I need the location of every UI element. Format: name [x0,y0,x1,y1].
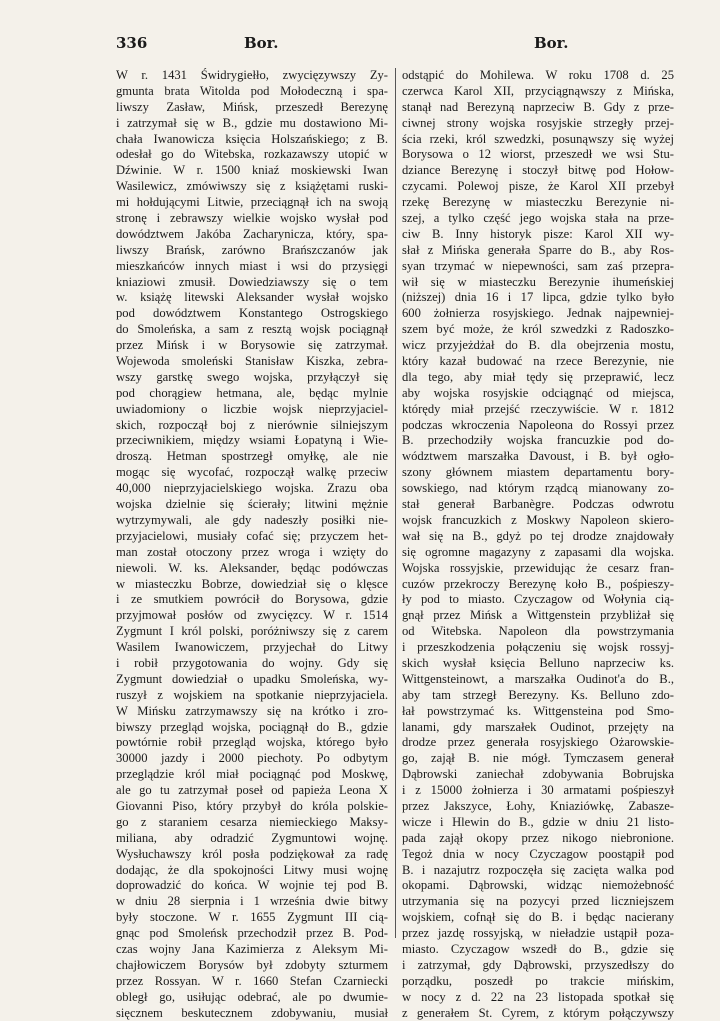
text-line: W r. 1431 Świdrygiełło, zwycięzywszy Zy- [116,68,388,82]
text-line: Wojska rossyjskie, przewidując że cesarz fran- [402,560,674,575]
text-line: mi hołdującymi Litwie, przeciągnął ich na swoją [116,195,388,210]
text-line: uwiadomiony o liczbie wojsk nieprzyjaciel- [116,401,388,416]
text-line: ruszył z wojskiem na spotkanie nieprzyjaciela. [116,687,388,702]
text-line: Zygmunt I król polski, poróżniwszy się z carem [116,624,388,639]
text-line: go, zajął B. nie mógł. Tymczasem generał [402,751,674,766]
text-line: słał z Mińska generała Sparre do B., aby Ros- [402,242,674,257]
text-line: skich wysłał księcia Belluno naprzeciw ks. [402,655,674,670]
text-line: w dniu 28 sierpnia i 1 września dwie bitwy [116,894,388,909]
column-divider [395,68,396,938]
text-line: ale go tu zatrzymał poseł od papieża Leona X [116,783,388,798]
text-line: od Witebska. Napoleon dla powstrzymania [402,624,674,639]
text-line: pod dowództwem Konstantego Ostrogskiego [116,306,388,321]
text-line: ciwnej strony wojska rosyjskie strzegły przej- [402,115,674,130]
text-line: B. przechodziły wojska francuzkie pod do- [402,433,674,448]
text-line: aby wojska rosyjskie odciągnąć od miejsca, [402,385,674,400]
right-running-head: Bor. [534,34,569,52]
text-line: się ogromne magazyny z zapasami dla wojska. [402,544,674,559]
text-line: lanami, gdy marszałek Oudinot, przejęty na [402,719,674,734]
text-line: cuzów przekroczy Berezynę koło B., pośpieszy- [402,576,674,591]
text-line: doprowadzić do końca. W wojnie tej pod B. [116,878,388,893]
text-line: man został otoczony przez wroga i wzięty do [116,544,388,559]
text-line: w. książę litewski Aleksander wysłał wojsko [116,290,388,305]
text-line: którędy miał przejść rzeczywiście. W r. 1812 [402,401,674,416]
text-line: 600 żołnierza rosyjskiego. Jednak najpewniej- [402,306,674,321]
text-line: 40,000 nieprzyjacielskiego wojska. Zrazu oba [116,481,388,496]
text-line: liwszy Zasław, Mińsk, przeszedł Berezynę [116,99,388,114]
text-line: chała Iwanowicza księcia Holszańskiego; z B. [116,131,388,146]
text-line: kniaziowi zmusił. Dowiedziawszy się o tem [116,274,388,289]
text-line: przez jazdę rossyjską, w nieładzie ustąpił poza- [402,926,674,941]
text-line: dodając, że dla spokojności Litwy musi wojnę [116,862,388,877]
text-line: Wojewoda smoleński Stanisław Kiszka, zebra- [116,354,388,369]
page-header [116,34,696,56]
text-line: były stoczone. W r. 1655 Zygmunt III cią- [116,910,388,925]
text-line: czycami. Polewoj pisze, że Karol XII przebył [402,179,674,194]
text-line: sięcznem beskutecznem zdobywaniu, musiał [116,1005,388,1020]
text-line: przeglądzie król miał pociągnąć pod Moskwę, [116,767,388,782]
text-line: B. i nazajutrz rozpoczęła się zacięta walka pod [402,862,674,877]
text-line: odstąpić do Mohilewa. W roku 1708 d. 25 [402,68,674,82]
text-line: dowództwem Jakóba Zacharynicza, który, spa- [116,226,388,241]
text-line: mogąc się wycofać, rozpoczął walkę przeciw [116,465,388,480]
text-line: sowskiego, nad którym rządcą mianowany zo- [402,481,674,496]
text-line: w nocy z d. 22 na 23 listopada spotkał się [402,989,674,1004]
text-line: wicz przyjeżdżał do B. dla obejrzenia mostu, [402,338,674,353]
right-text-column [402,68,674,1021]
page-number: 336 [116,34,148,52]
text-line: okopami. Dąbrowski, widząc niemożebność [402,878,674,893]
text-line: liwszy Brańsk, zarówno Brańszczanów jak [116,242,388,257]
text-line: Borysowa o 12 wiorst, przeszedł we wsi Stu- [402,147,674,162]
left-text-column [116,68,388,1021]
text-line: Wasilewicz, zmówiwszy się z książętami ruski- [116,179,388,194]
text-line: szem być może, że król szwedzki z Radoszko- [402,322,674,337]
text-line: łał powstrzymać ks. Wittgensteina pod Smo- [402,703,674,718]
text-line: niewoli. W. ks. Aleksander, będąc podówczas [116,560,388,575]
text-line: ły pod to miasto. Czyczagow od Wołynia cią- [402,592,674,607]
text-line: wojskiem, cofnął się do B. i będąc nacierany [402,910,674,925]
text-line: stanął nad Berezyną naprzeciw B. Gdy z prze- [402,99,674,114]
text-line: mieszkańców innych miast i wsi do przysięgi [116,258,388,273]
text-line: Wittgensteinowt, a marszałka Oudinot'a do B., [402,671,674,686]
text-line: gmunta brata Witolda pod Mołodeczną i spa- [116,83,388,98]
text-line: wództwem marszałka Davoust, i B. był ogło- [402,449,674,464]
text-line: Wasilem Iwanowiczem, przyjechał do Litwy [116,640,388,655]
text-line: 30000 jazdy i 2000 piechoty. Po odbytym [116,751,388,766]
text-line: stronę i zebrawszy wielkie wojsko wysłał pod [116,211,388,226]
text-line: miasto. Czyczagow wszedł do B., gdzie się [402,941,674,956]
text-line: do Smoleńska, a sam z resztą wojsk pociągnął [116,322,388,337]
text-line: w miasteczku Bobrze, dowiedział się o klęsce [116,576,388,591]
text-line: miliana, aby odradzić Zygmuntowi wojnę. [116,830,388,845]
text-line: porządku, poszedł po trakcie mińskim, [402,973,674,988]
text-line: dla tego, aby miał tędy się przeprawić, lecz [402,369,674,384]
text-line: przez Mińsk i w Borysowie się zatrzymał. [116,338,388,353]
text-line: (niższej) dnia 16 i 17 lipca, gdzie tylko było [402,290,674,305]
text-line: Zygmunt dowiedział o upadku Smoleńska, wy- [116,671,388,686]
text-line: ścia rzeki, król szwedzki, posunąwszy się wyżej [402,131,674,146]
text-line: pod chorągiew hetmana, ale, będąc mylnie [116,385,388,400]
text-line: wojsk francuzkich z Moskwy Napoleon skiero- [402,512,674,527]
text-line: droszą. Hetman spostrzegł omyłkę, ale nie [116,449,388,464]
text-line: przez Rossyan. W r. 1660 Stefan Czarniecki [116,973,388,988]
text-line: wicze i Hlewin do B., gdzie w dniu 21 listo- [402,814,674,829]
text-line: aby tam strzegł Berezyny. Ks. Belluno zdo- [402,687,674,702]
text-line: przeciwnikiem, między wsiami Łopatyną i Wie- [116,433,388,448]
text-line: rzekę Berezynę w miasteczku Berezynie ni- [402,195,674,210]
text-line: Giovanni Piso, który przybył do króla polskie- [116,798,388,813]
text-line: ciw B. Inny historyk pisze: Karol XII wy- [402,226,674,241]
text-line: gnął przez Mińsk a Wittgenstein przybliżał się [402,608,674,623]
text-line: dziance Berezynę i stoczył bitwę pod Hołow- [402,163,674,178]
text-line: i z 15000 żołnierza i 30 armatami pośpieszył [402,783,674,798]
text-line: biwszy przegląd wojska, pociągnął do B., gdzie [116,719,388,734]
left-running-head: Bor. [244,34,279,52]
text-line: przyjmował posłów od zwycięzcy. W r. 1514 [116,608,388,623]
text-line: skich, rozpoczął boj z nierównie silniejszym [116,417,388,432]
text-line: W Mińsku zatrzymawszy się na krótko i zro- [116,703,388,718]
text-line: obległ go, usiłując odebrać, ale po dwumie- [116,989,388,1004]
text-line: czerwca Karol XII, przyciągnąwszy z Mińska, [402,83,674,98]
text-line: przyjacielowi, musiały cofać się; przyczem het- [116,528,388,543]
text-line: wszy garstkę swego wojska, przyłączył się [116,369,388,384]
text-line: i ze smutkiem powrócił do Borysowa, gdzie [116,592,388,607]
text-line: Dąbrowski zaniechał zdobywania Bobrujska [402,767,674,782]
text-line: przez Jakszyce, Łohy, Kniaziówkę, Zabasze- [402,798,674,813]
text-line: z generałem St. Cyrem, z którym połączywszy [402,1005,674,1020]
text-line: czas wojny Jana Kazimierza z Aleksym Mi- [116,941,388,956]
text-line: i robił przygotowania do wojny. Gdy się [116,655,388,670]
text-line: go z staraniem cesarza niemieckiego Maksy- [116,814,388,829]
text-line: chajłowiczem Borysów był zdobyty szturmem [116,957,388,972]
text-line: stał generał Barbanègre. Podczas odwrotu [402,497,674,512]
text-line: odesłał go do Witebska, rozkazawszy utopić w [116,147,388,162]
text-line: który kazał budować na rzece Berezynie, nie [402,354,674,369]
text-line: drodze przez generała rosyjskiego Ożarowskie- [402,735,674,750]
text-line: i zatrzymał się w B., gdzie mu dostawiono Mi- [116,115,388,130]
text-line: utrzymania się na pozycyi przed liczniejszem [402,894,674,909]
text-line: powtórnie robił przegląd wojska, którego było [116,735,388,750]
text-line: syan trzymać w niepewności, sam zaś przepra- [402,258,674,273]
text-line: i przeszkodzenia połączeniu się wojsk rossyj- [402,640,674,655]
text-line: wojska dzielnie się ścierały; litwini mężnie [116,497,388,512]
text-line: wytrzymywali, ale gdy nadeszły posiłki nie- [116,512,388,527]
text-line: szony głównem miastem departamentu bory- [402,465,674,480]
text-line: Dźwinie. W r. 1500 kniaź moskiewski Iwan [116,163,388,178]
text-line: Wysłuchawszy król posła podziękował za radę [116,846,388,861]
text-line: i zatrzymał, gdy Dąbrowski, przyszedłszy do [402,957,674,972]
text-line: Tegoż dnia w nocy Czyczagow poostąpił pod [402,846,674,861]
text-line: wił się w miasteczku Berezynie ihumeńskiej [402,274,674,289]
text-line: gnąc pod Smoleńsk przechodził przez B. Pod- [116,926,388,941]
text-line: wał się na B., gdyż po tej drodze znajdowały [402,528,674,543]
text-line: pada zajął okopy przez nikogo niebronione. [402,830,674,845]
text-line: szej, a tylko część jego wojska stała na prze- [402,211,674,226]
text-line: podczas wkroczenia Napoleona do Rossyi przez [402,417,674,432]
